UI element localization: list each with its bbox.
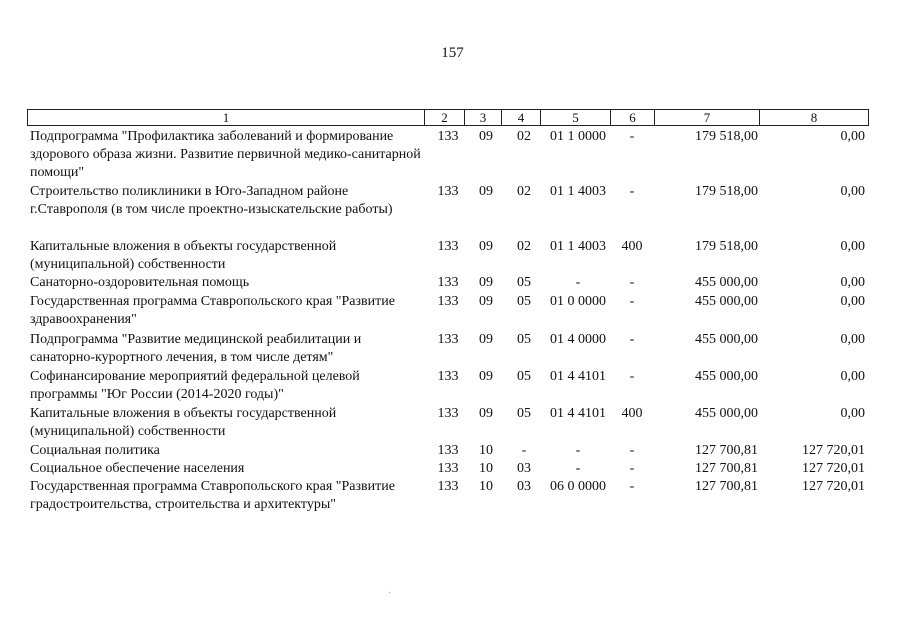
scan-speck: · (388, 588, 392, 599)
row-col-5: - (575, 461, 581, 476)
row-col-8: 0,00 (840, 239, 865, 254)
row-col-6: - (629, 461, 635, 476)
row-name: Социальная политика (30, 443, 160, 458)
header-col-3: 3 (464, 110, 501, 125)
row-col-8: 0,00 (840, 184, 865, 199)
row-col-5: 06 0 0000 (550, 479, 606, 494)
row-col-5: 01 4 4101 (550, 369, 606, 384)
row-col-6: - (629, 129, 635, 144)
row-col-6: 400 (621, 239, 643, 254)
row-col-4: 05 (517, 275, 531, 290)
row-col-8: 0,00 (840, 406, 865, 421)
page-number: 157 (441, 45, 464, 61)
row-col-2: 133 (437, 369, 459, 384)
row-col-7: 127 700,81 (695, 479, 758, 494)
row-col-7: 455 000,00 (695, 275, 758, 290)
row-name: Социальное обеспечение населения (30, 461, 245, 476)
row-col-2: 133 (437, 406, 459, 421)
row-col-8: 0,00 (840, 332, 865, 347)
row-col-2: 133 (437, 275, 459, 290)
row-col-6: - (629, 184, 635, 199)
header-col-4: 4 (501, 110, 540, 125)
row-col-4: 05 (517, 406, 531, 421)
row-col-6: - (629, 443, 635, 458)
row-name: Санаторно-оздоровительная помощь (30, 275, 250, 290)
row-col-4: 03 (517, 479, 531, 494)
header-col-8: 8 (759, 110, 868, 125)
row-col-3: 09 (479, 129, 493, 144)
row-col-3: 09 (479, 406, 493, 421)
row-col-3: 09 (479, 369, 493, 384)
row-col-4: 05 (517, 294, 531, 309)
header-col-7: 7 (654, 110, 759, 125)
row-col-5: 01 4 0000 (550, 332, 606, 347)
row-name: Государственная программа Ставропольского края "Развитие градостроительства, строительства и архитектуры" (30, 479, 395, 512)
row-col-6: - (629, 332, 635, 347)
row-col-4: 05 (517, 369, 531, 384)
row-col-4: 02 (517, 239, 531, 254)
row-col-2: 133 (437, 129, 459, 144)
row-col-6: - (629, 275, 635, 290)
row-col-7: 179 518,00 (695, 184, 758, 199)
row-col-2: 133 (437, 479, 459, 494)
table-header (27, 109, 869, 126)
row-col-3: 09 (479, 239, 493, 254)
row-col-3: 09 (479, 332, 493, 347)
header-col-2: 2 (424, 110, 464, 125)
row-col-3: 09 (479, 294, 493, 309)
row-name: Софинансирование мероприятий федеральной целевой программы "Юг России (2014-2020 годы)" (30, 369, 360, 402)
row-col-8: 127 720,01 (802, 461, 865, 476)
header-col-1: 1 (222, 110, 230, 125)
row-col-7: 127 700,81 (695, 443, 758, 458)
row-col-7: 455 000,00 (695, 369, 758, 384)
row-col-5: 01 1 0000 (550, 129, 606, 144)
row-name: Капитальные вложения в объекты государственной (муниципальной) собственности (30, 239, 337, 272)
row-col-6: 400 (621, 406, 643, 421)
row-col-4: - (521, 443, 527, 458)
row-col-4: 05 (517, 332, 531, 347)
row-col-3: 09 (479, 275, 493, 290)
row-col-2: 133 (437, 332, 459, 347)
row-col-2: 133 (437, 294, 459, 309)
row-name: Капитальные вложения в объекты государственной (муниципальной) собственности (30, 406, 337, 439)
row-col-2: 133 (437, 184, 459, 199)
row-col-3: 09 (479, 184, 493, 199)
row-col-5: 01 1 4003 (550, 239, 606, 254)
row-col-7: 179 518,00 (695, 129, 758, 144)
row-col-2: 133 (437, 239, 459, 254)
row-col-8: 0,00 (840, 275, 865, 290)
row-col-6: - (629, 479, 635, 494)
row-col-7: 179 518,00 (695, 239, 758, 254)
row-col-8: 127 720,01 (802, 443, 865, 458)
row-col-3: 10 (479, 461, 493, 476)
header-col-6: 6 (610, 110, 654, 125)
row-col-4: 02 (517, 129, 531, 144)
row-name: Государственная программа Ставропольского края "Развитие здравоохранения" (30, 294, 395, 327)
row-col-5: - (575, 443, 581, 458)
row-name: Строительство поликлиники в Юго-Западном районе г.Ставрополя (в том числе проектно-изыскательские работы) (30, 184, 393, 217)
row-name: Подпрограмма "Профилактика заболеваний и формирование здорового образа жизни. Развитие первичной медико-санитарной помощи" (30, 129, 421, 180)
row-col-8: 127 720,01 (802, 479, 865, 494)
row-name: Подпрограмма "Развитие медицинской реабилитации и санаторно-курортного лечения, в том числе детям" (30, 332, 362, 365)
row-col-8: 0,00 (840, 129, 865, 144)
row-col-7: 455 000,00 (695, 332, 758, 347)
row-col-7: 455 000,00 (695, 406, 758, 421)
row-col-3: 10 (479, 443, 493, 458)
row-col-6: - (629, 369, 635, 384)
row-col-3: 10 (479, 479, 493, 494)
row-col-5: - (575, 275, 581, 290)
row-col-8: 0,00 (840, 369, 865, 384)
row-col-2: 133 (437, 443, 459, 458)
header-col-5: 5 (540, 110, 610, 125)
row-col-2: 133 (437, 461, 459, 476)
row-col-4: 02 (517, 184, 531, 199)
row-col-7: 455 000,00 (695, 294, 758, 309)
row-col-6: - (629, 294, 635, 309)
row-col-8: 0,00 (840, 294, 865, 309)
row-col-5: 01 0 0000 (550, 294, 606, 309)
row-col-7: 127 700,81 (695, 461, 758, 476)
row-col-5: 01 1 4003 (550, 184, 606, 199)
row-col-4: 03 (517, 461, 531, 476)
row-col-5: 01 4 4101 (550, 406, 606, 421)
